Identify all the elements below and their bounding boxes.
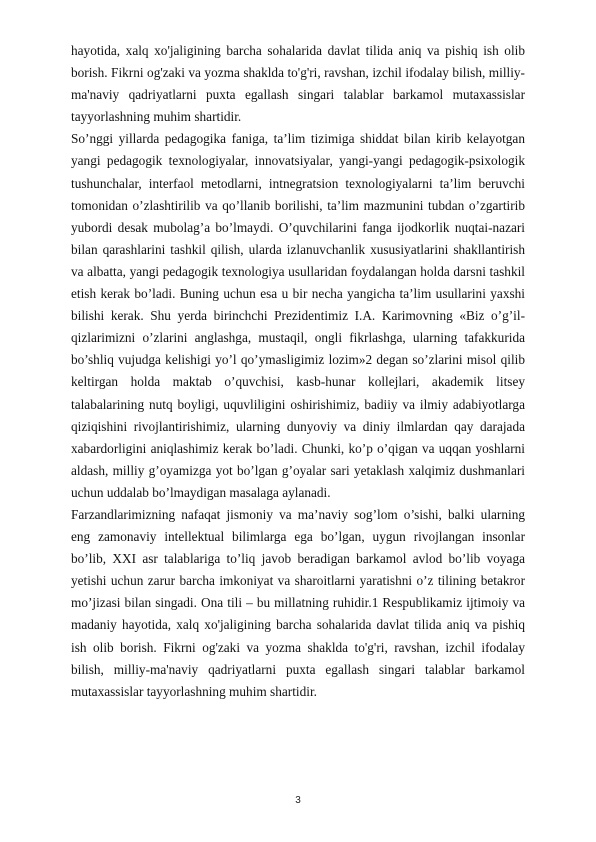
paragraph-3: Farzandlarimizning nafaqat jismoniy va ma’naviy sog’lom o’sishi, balki ularning eng zamonaviy intellektual bilimlarga ega bo’lgan, uygun rivojlangan insonlar bo’lib, XXI asr talablariga to’liq javob beradigan barkamol avlod bo’lib voyaga yetishi uchun zarur barcha imkoniyat va sharoitlarni yaratishni o’z tilining betakror mo’jizasi bilan singadi. Ona tili – bu millatning ruhidir.1 Respublikamiz ijtimoiy va madaniy hayotida, xalq xo'jaligining barcha sohalarida davlat tilida aniq va pishiq ish olib borish. Fikrni og'zaki va yozma shaklda to'g'ri, ravshan, izchil ifodalay bilish, milliy-ma'naviy qadriyatlarni puxta egallash singari talablar barkamol mutaxassislar tayyorlashning muhim shartidir. [71, 506, 525, 699]
paragraph-1: hayotida, xalq xo'jaligining barcha sohalarida davlat tilida aniq va pishiq ish olib borish. Fikrni og'zaki va yozma shaklda to'g'ri, ravshan, izchil ifodalay bilish, milliy-ma'naviy qadriyatlarni puxta egallash singari talablar barkamol mutaxassislar tayyorlashning muhim shartidir. [71, 43, 525, 125]
paragraph-2: So’nggi yillarda pedagogika faniga, ta’lim tizimiga shiddat bilan kirib kelayotgan yangi pedagogik texnologiyalar, innovatsiyalar, yangi-yangi pedagogik-psixologik tushunchalar, interfaol metodlarni, intnegratsion texnologiyalarni ta’lim beruvchi tomonidan o’zlashtirilib va qo’llanib borilishi, ta’lim mazmunini tubdan o’zgartirib yubordi desak mubolag’a bo’lmaydi. O’quvchilarini fanga ijodkorlik nuqtai-nazari bilan qarashlarini tashkil qilish, ularda izlanuvchanlik xususiyatlarini shakllantirish va albatta, yangi pedagogik texnologiya usullaridan foydalangan holda darsni tashkil etish kerak bo’ladi. Buning uchun esa u bir necha yangicha ta’lim usullarini yaxshi bilishi kerak. Shu yerda birinchchi Prezidentimiz I.A. Karimovning «Biz o’g’il-qizlarimizni o’zlarini anglashga, mustaqil, ongli fikrlashga, ularning tafakkurida bo’shliq vujudga kelishigi yo’l qo’ymasligimiz lozim»2 degan so’zlarini misol qilib keltirgan holda maktab o’quvchisi, kasb-hunar kollejlari, akademik litsey talabalarining nutq boyligi, uquvliligini oshirishimiz, badiiy va ilmiy adabiyotlarga qiziqishini rivojlantirishimiz, ularning dunyoviy va diniy ilmlardan qay darajada xabardorligini aniqlashimiz kerak bo’ladi. Chunki, ko’p o’qigan va uqqan yoshlarni aldash, milliy g’oyamizga yot bo’lgan g’oyalar sari yetaklash xalqimiz dushmanlari uchun uddalab bo’lmaydigan masalaga aylanadi. [71, 131, 525, 500]
page-number: 3 [295, 795, 301, 806]
document-body [71, 40, 525, 703]
